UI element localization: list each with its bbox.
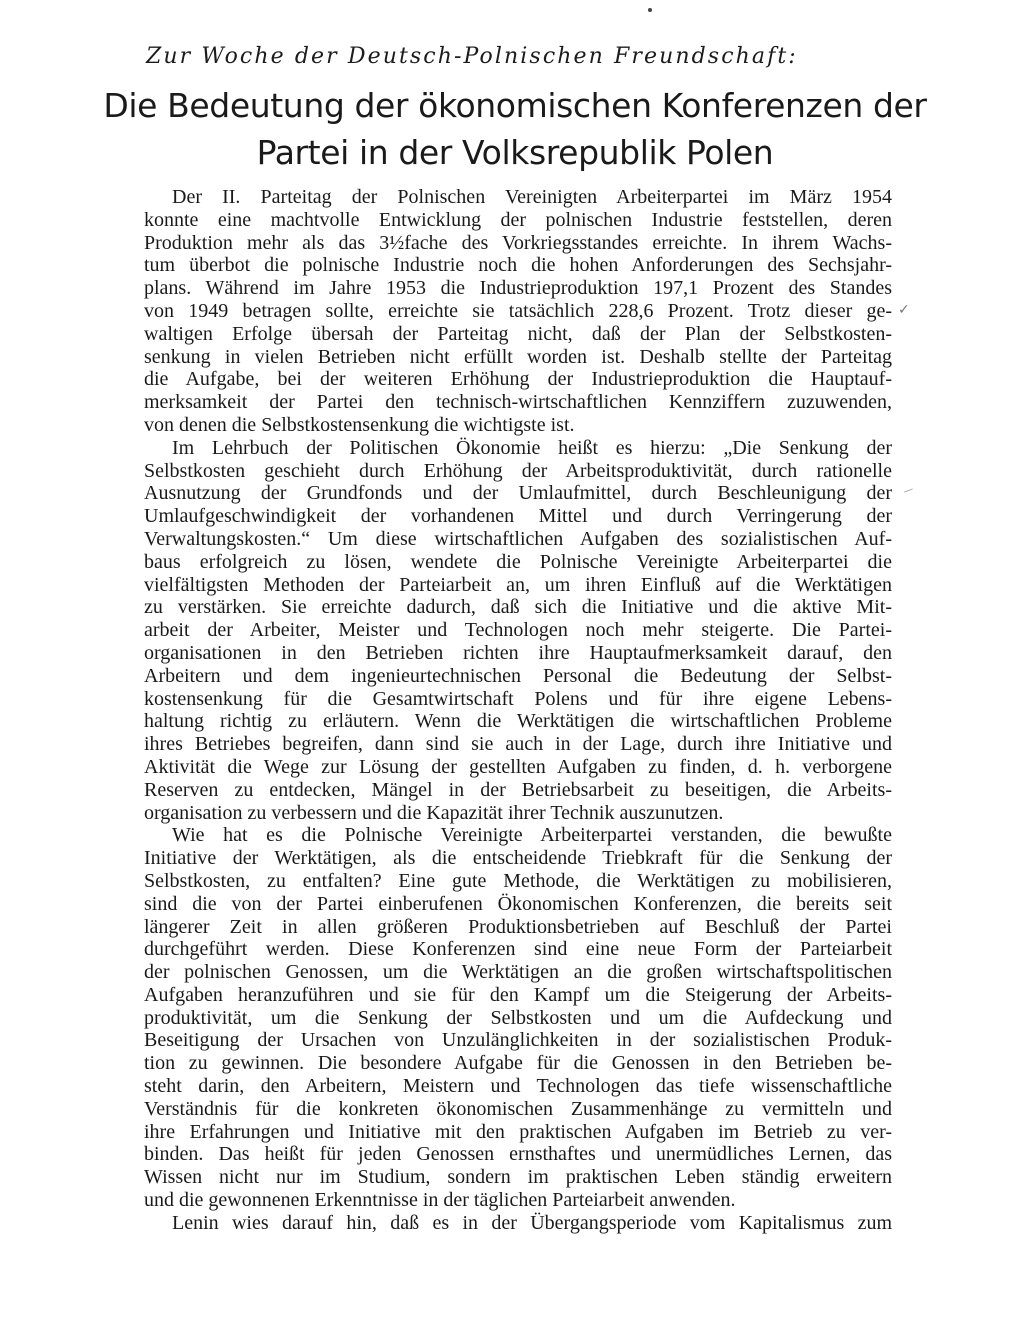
text-line: produktivität, um die Senkung der Selbstkosten und um die Aufdeckung und	[144, 1006, 892, 1029]
text-line: Lenin wies darauf hin, daß es in der Übergangsperiode vom Kapitalismus zum	[172, 1211, 892, 1234]
paragraph-2	[144, 437, 892, 825]
text-line: längerer Zeit in allen größeren Produktionsbetrieben auf Beschluß der Partei	[144, 915, 892, 938]
text-line: organisationen in den Betrieben richten ihre Hauptaufmerksamkeit darauf, den	[144, 641, 892, 664]
text-line: vielfältigsten Methoden der Parteiarbeit an, um ihren Einfluß auf die Werktätigen	[144, 573, 892, 596]
text-line: organisation zu verbessern und die Kapazität ihrer Technik auszunutzen.	[144, 801, 724, 824]
article-body	[144, 186, 892, 1235]
text-line: steht darin, den Arbeitern, Meistern und Technologen das tiefe wissenschaftliche	[144, 1075, 892, 1098]
text-line: Im Lehrbuch der Politischen Ökonomie heißt es hierzu: „Die Senkung der	[172, 436, 892, 459]
margin-tick-mark	[904, 488, 913, 492]
text-line: Initiative der Werktätigen, als die entscheidende Triebkraft für die Senkung der	[144, 847, 892, 870]
text-line: Verständnis für die konkreten ökonomischen Zusammenhänge zu vermitteln und	[144, 1097, 892, 1120]
text-line: ihre Erfahrungen und Initiative mit den praktischen Aufgaben im Betrieb zu ver-	[144, 1120, 892, 1143]
text-line: Arbeitern und dem ingenieurtechnischen Personal die Bedeutung der Selbst-	[144, 664, 892, 687]
article-kicker: Zur Woche der Deutsch-Polnischen Freundschaft:	[146, 44, 798, 69]
ink-dot-mark	[648, 8, 652, 12]
text-line: zu verstärken. Sie erreichte dadurch, daß sich die Initiative und die aktive Mit-	[144, 596, 892, 619]
text-line: Ausnutzung der Grundfonds und der Umlaufmittel, durch Beschleunigung der	[144, 482, 892, 505]
text-line: Beseitigung der Ursachen von Unzulänglichkeiten in der sozialistischen Produk-	[144, 1029, 892, 1052]
paragraph-3	[144, 824, 892, 1212]
text-line: arbeit der Arbeiter, Meister und Technologen noch mehr steigerte. Die Partei-	[144, 619, 892, 642]
text-line: durchgeführt werden. Diese Konferenzen sind eine neue Form der Parteiarbeit	[144, 938, 892, 961]
text-line: der polnischen Genossen, um die Werktätigen an die großen wirtschaftspolitischen	[144, 961, 892, 984]
text-line: die Aufgabe, bei der weiteren Erhöhung der Industrieproduktion die Hauptauf-	[144, 368, 892, 391]
text-line: konnte eine machtvolle Entwicklung der polnischen Industrie feststellen, deren	[144, 208, 892, 231]
margin-check-mark: ✓	[898, 302, 910, 318]
text-line: baus erfolgreich zu lösen, wendete die Polnische Vereinigte Arbeiterpartei die	[144, 550, 892, 573]
text-line: senkung in vielen Betrieben nicht erfüllt worden ist. Deshalb stellte der Parteitag	[144, 345, 892, 368]
text-line: Aktivität die Wege zur Lösung der gestellten Aufgaben zu finden, d. h. verborgene	[144, 755, 892, 778]
text-line: binden. Das heißt für jeden Genossen ernsthaftes und unermüdliches Lernen, das	[144, 1143, 892, 1166]
text-line: und die gewonnenen Erkenntnisse in der täglichen Parteiarbeit anwenden.	[144, 1189, 736, 1212]
paragraph-4	[144, 1212, 892, 1235]
text-line: merksamkeit der Partei den technisch-wirtschaftlichen Kennziffern zuzuwenden,	[144, 391, 892, 414]
text-line: kostensenkung für die Gesamtwirtschaft Polens und für ihre eigene Lebens-	[144, 687, 892, 710]
text-line: haltung richtig zu erläutern. Wenn die Werktätigen die wirtschaftlichen Probleme	[144, 710, 892, 733]
paragraph-1	[144, 186, 892, 437]
text-line: waltigen Erfolge übersah der Parteitag nicht, daß der Plan der Selbstkosten-	[144, 322, 892, 345]
text-line: plans. Während im Jahre 1953 die Industrieproduktion 197,1 Prozent des Standes	[144, 277, 892, 300]
text-line: Produktion mehr als das 3½fache des Vorkriegsstandes erreichte. In ihrem Wachs-	[144, 231, 892, 254]
text-line: tion zu gewinnen. Die besondere Aufgabe für die Genossen in den Betrieben be-	[144, 1052, 892, 1075]
text-line: Umlaufgeschwindigkeit der vorhandenen Mittel und durch Verringerung der	[144, 505, 892, 528]
text-line: von 1949 betragen sollte, erreichte sie tatsächlich 228,6 Prozent. Trotz dieser ge-	[144, 299, 892, 322]
headline-line: Die Bedeutung der ökonomischen Konferenzen der	[103, 86, 927, 125]
text-line: Reserven zu entdecken, Mängel in der Betriebsarbeit zu beseitigen, die Arbeits-	[144, 778, 892, 801]
text-line: sind die von der Partei einberufenen Ökonomischen Konferenzen, die bereits seit	[144, 892, 892, 915]
text-line: tum überbot die polnische Industrie noch die hohen Anforderungen des Sechsjahr-	[144, 254, 892, 277]
text-line: Selbstkosten, zu entfalten? Eine gute Methode, die Werktätigen zu mobilisieren,	[144, 869, 892, 892]
text-line: Verwaltungskosten.“ Um diese wirtschaftlichen Aufgaben des sozialistischen Auf-	[144, 527, 892, 550]
text-line: Der II. Parteitag der Polnischen Vereinigten Arbeiterpartei im März 1954	[172, 186, 892, 208]
text-line: ihres Betriebes begreifen, dann sind sie auch in der Lage, durch ihre Initiative und	[144, 733, 892, 756]
article-headline	[100, 82, 930, 176]
text-line: Aufgaben heranzuführen und sie für den Kampf um die Steigerung der Arbeits-	[144, 983, 892, 1006]
text-line: Wissen nicht nur im Studium, sondern im praktischen Leben ständig erweitern	[144, 1166, 892, 1189]
text-line: Wie hat es die Polnische Vereinigte Arbeiterpartei verstanden, die bewußte	[172, 824, 892, 847]
text-line: Selbstkosten geschieht durch Erhöhung der Arbeitsproduktivität, durch rationelle	[144, 459, 892, 482]
headline-line: Partei in der Volksrepublik Polen	[256, 133, 774, 172]
text-line: von denen die Selbstkostensenkung die wichtigste ist.	[144, 413, 575, 436]
